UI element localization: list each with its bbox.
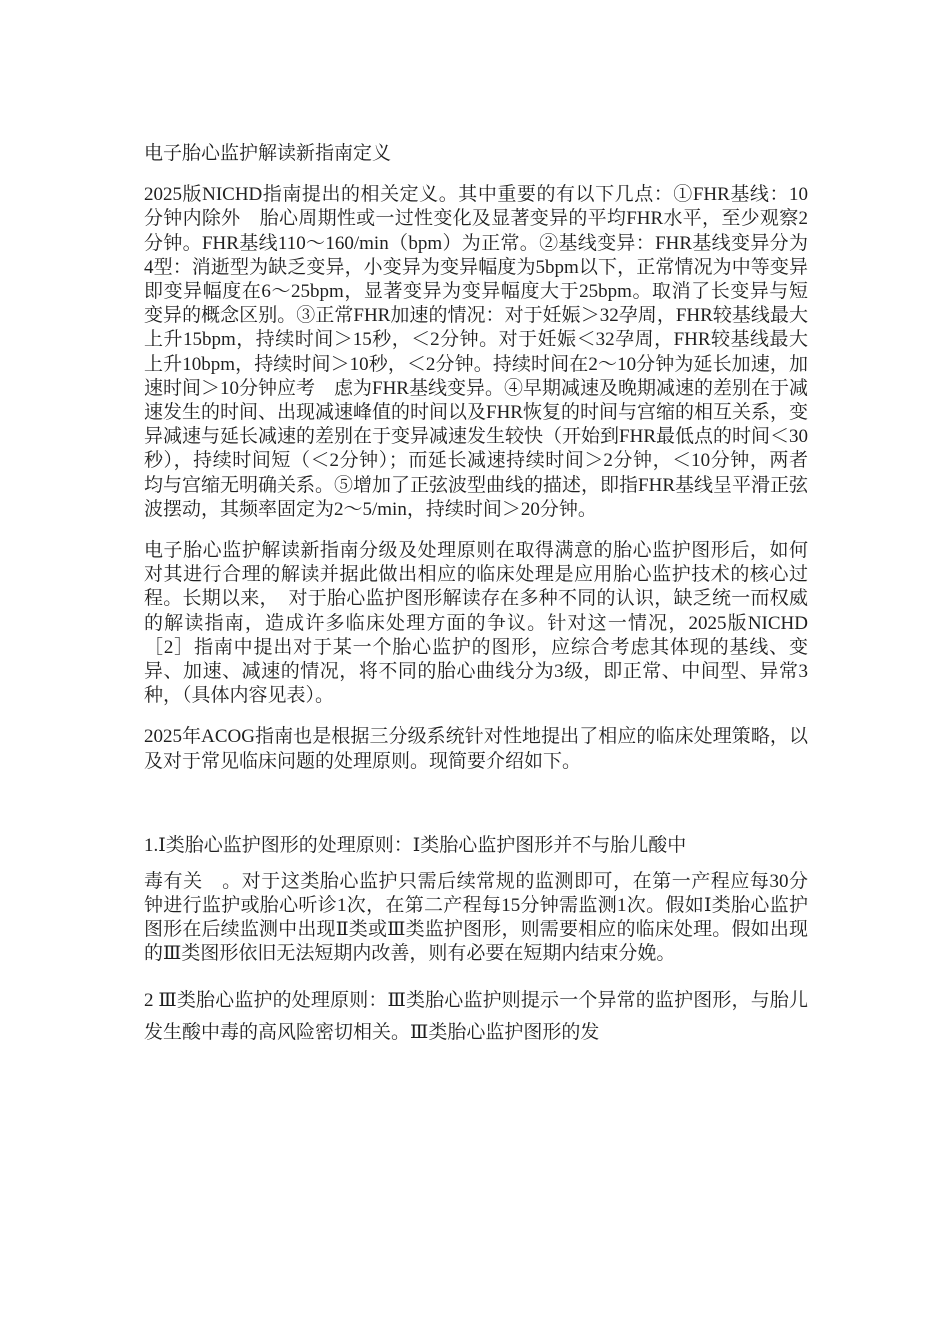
document-body: [144, 142, 808, 1049]
section-1-body: 毒有关 。对于这类胎心监护只需后续常规的监测即可，在第一产程应每30分钟进行监护或胎心听诊1次，在第二产程每15分钟需监测1次。假如Ⅰ类胎心监护图形在后续监测中出现Ⅱ类或Ⅲ类监护图形，则需要相应的临床处理。假如出现的Ⅲ类图形依旧无法短期内改善，则有必要在短期内结束分娩。: [144, 870, 808, 965]
section-2-text: 2 Ⅲ类胎心监护的处理原则：Ⅲ类胎心监护则提示一个异常的监护图形，与胎儿发生酸中毒的高风险密切相关。Ⅲ类胎心监护图形的发: [144, 989, 808, 1043]
paragraph-acog: 2025年ACOG指南也是根据三分级系统针对性地提出了相应的临床处理策略，以及对于常见临床问题的处理原则。现简要介绍如下。: [144, 726, 808, 772]
section-1-heading: 1.Ⅰ类胎心监护图形的处理原则：Ⅰ类胎心监护图形并不与胎儿酸中: [144, 834, 687, 856]
paragraph-definitions: 2025版NICHD指南提出的相关定义。其中重要的有以下几点：①FHR基线：10分钟内除外 胎心周期性或一过性变化及显著变异的平均FHR水平，至少观察2分钟。FHR基线110～160/min（bpm）为正常。②基线变异：FHR基线变异分为4型：消逝型为缺乏变异，小变异为变异幅度为5bpm以下，正常情况为中等变异即变异幅度在6～25bpm，显著变异为变异幅度大于25bpm。取消了长变异与短变异的概念区别。③正常FHR加速的情况：对于妊娠＞32孕周，FHR较基线最大上升15bpm，持续时间＞15秒，＜2分钟。对于妊娠＜32孕周，FHR较基线最大上升10bpm，持续时间＞10秒，＜2分钟。持续时间在2～10分钟为延长加速，加速时间＞10分钟应考 虑为FHR基线变异。④早期减速及晚期减速的差别在于减速发生的时间、出现减速峰值的时间以及FHR恢复的时间与宫缩的相互关系，变异减速与延长减速的差别在于变异减速发生较快（开始到FHR最低点的时间＜30秒），持续时间短（＜2分钟）；而延长减速持续时间＞2分钟，＜10分钟，两者均与宫缩无明确关系。⑤增加了正弦波型曲线的描述，即指FHR基线呈平滑正弦波摆动，其频率固定为2～5/min，持续时间＞20分钟。: [144, 184, 808, 520]
paragraph-grading: 电子胎心监护解读新指南分级及处理原则在取得满意的胎心监护图形后，如何对其进行合理的解读并据此做出相应的临床处理是应用胎心监护技术的核心过程。长期以来， 对于胎心监护图形解读存在多种不同的认识，缺乏统一而权威的解读指南，造成许多临床处理方面的争议。针对这一情况，2025版NICHD［2］指南中提出对于某一个胎心监护的图形，应综合考虑其体现的基线、变异、加速、减速的情况，将不同的胎心曲线分为3级，即正常、中间型、异常3种，（具体内容见表）。: [144, 540, 808, 707]
document-title: 电子胎心监护解读新指南定义: [144, 143, 392, 164]
